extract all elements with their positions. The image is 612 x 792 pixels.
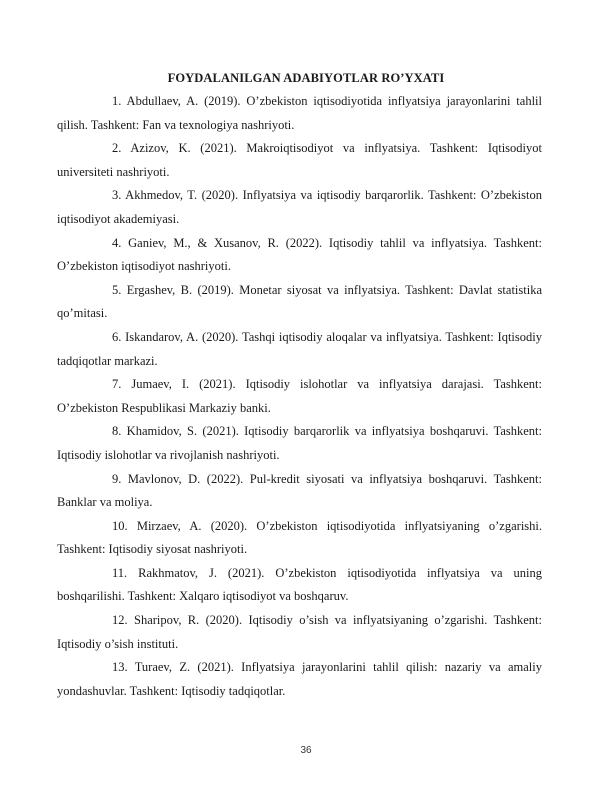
reference-text: 7. Jumaev, I. (2021). Iqtisodiy islohotlar va inflyatsiya darajasi. Tashkent: O’zbekiston Respublikasi Markaziy banki. bbox=[57, 377, 542, 415]
reference-text: 8. Khamidov, S. (2021). Iqtisodiy barqarorlik va inflyatsiya boshqaruvi. Tashkent: Iqtisodiy islohotlar va rivojlanish nashriyoti. bbox=[57, 424, 542, 462]
reference-text: 10. Mirzaev, A. (2020). O’zbekiston iqtisodiyotida inflyatsiyaning o’zgarishi. Tashkent: Iqtisodiy siyosat nashriyoti. bbox=[57, 518, 542, 557]
reference-text: 3. Akhmedov, T. (2020). Inflyatsiya va iqtisodiy barqarorlik. Tashkent: O’zbekiston iqtisodiyot akademiyasi. bbox=[57, 188, 542, 226]
reference-item bbox=[0, 515, 542, 562]
page-title: FOYDALANILGAN ADABIYOTLAR RO’YXATI bbox=[167, 71, 445, 85]
reference-item bbox=[0, 137, 542, 184]
reference-text: 1. Abdullaev, A. (2019). O’zbekiston iqtisodiyotida inflyatsiya jarayonlarini tahlil qilish. Tashkent: Fan va texnologiya nashriyoti. bbox=[57, 94, 542, 132]
reference-item bbox=[0, 420, 542, 467]
reference-text: 13. Turaev, Z. (2021). Inflyatsiya jarayonlarini tahlil qilish: nazariy va amaliy yondashuvlar. Tashkent: Iqtisodiy tadqiqotlar. bbox=[57, 660, 542, 698]
reference-item bbox=[0, 184, 542, 231]
reference-text: 11. Rakhmatov, J. (2021). O’zbekiston iqtisodiyotida inflyatsiya va uning boshqarilishi. Tashkent: Xalqaro iqtisodiyot va boshqaruv. bbox=[57, 565, 542, 604]
reference-item bbox=[0, 562, 542, 609]
reference-list bbox=[57, 90, 542, 703]
reference-text: 2. Azizov, K. (2021). Makroiqtisodiyot va inflyatsiya. Tashkent: Iqtisodiyot universiteti nashriyoti. bbox=[57, 141, 542, 179]
reference-item bbox=[0, 326, 542, 373]
reference-item bbox=[0, 373, 542, 420]
reference-item bbox=[0, 609, 542, 656]
reference-text: 12. Sharipov, R. (2020). Iqtisodiy o’sish va inflyatsiyaning o’zgarishi. Tashkent: Iqtisodiy o’sish instituti. bbox=[57, 613, 542, 651]
reference-item bbox=[0, 90, 542, 137]
reference-item bbox=[0, 656, 542, 703]
reference-item bbox=[0, 232, 542, 279]
reference-item bbox=[0, 468, 542, 515]
reference-text: 4. Ganiev, M., & Xusanov, R. (2022). Iqtisodiy tahlil va inflyatsiya. Tashkent: O’zbekiston iqtisodiyot nashriyoti. bbox=[57, 235, 542, 274]
reference-text: 6. Iskandarov, A. (2020). Tashqi iqtisodiy aloqalar va inflyatsiya. Tashkent: Iqtisodiy tadqiqotlar markazi. bbox=[57, 329, 542, 368]
reference-item bbox=[0, 279, 542, 326]
reference-text: 9. Mavlonov, D. (2022). Pul-kredit siyosati va inflyatsiya boshqaruvi. Tashkent: Banklar va moliya. bbox=[57, 471, 542, 510]
reference-text: 5. Ergashev, B. (2019). Monetar siyosat va inflyatsiya. Tashkent: Davlat statistika qo’mitasi. bbox=[57, 282, 542, 321]
page-number: 36 bbox=[300, 745, 312, 756]
